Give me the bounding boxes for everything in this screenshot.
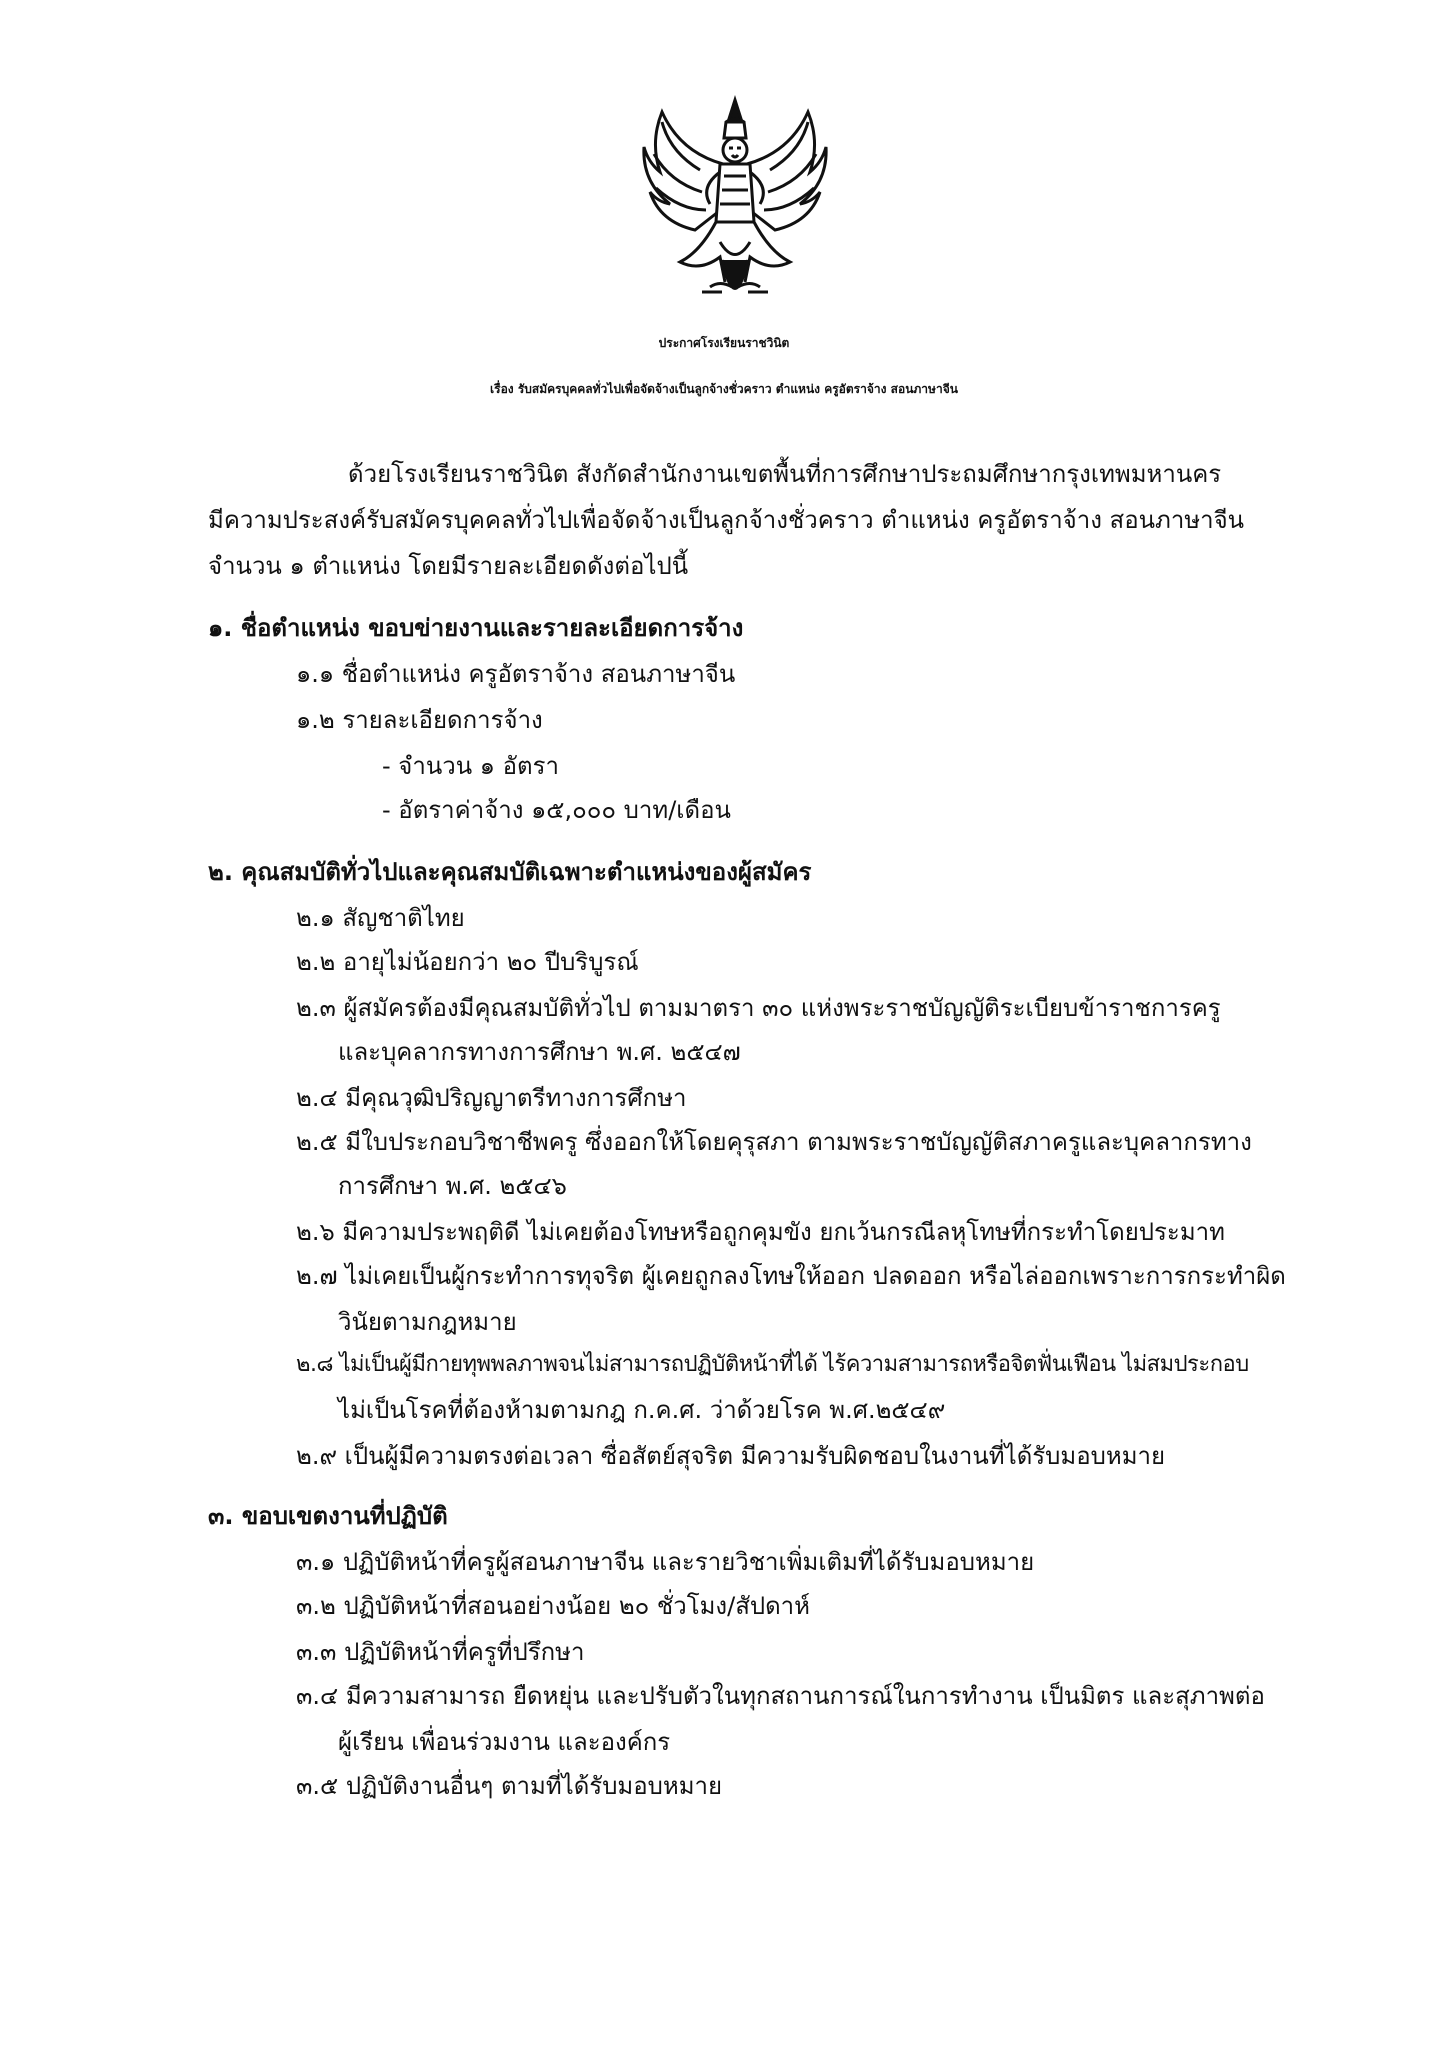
section-3-item-3: ๓.๓ ปฏิบัติหน้าที่ครูที่ปรึกษา [296, 1638, 585, 1666]
section-1-detail-2: - อัตราค่าจ้าง ๑๕,๐๐๐ บาท/เดือน [382, 796, 731, 824]
intro-line-3: จำนวน ๑ ตำแหน่ง โดยมีรายละเอียดดังต่อไปนี้ [208, 552, 689, 580]
section-2-item-8: ๒.๘ ไม่เป็นผู้มีกายทุพพลภาพจนไม่สามารถปฏิบัติหน้าที่ได้ ไร้ความสามารถหรือจิตฟั่นเฟือน ไม่สมประกอบ [296, 1352, 1249, 1377]
section-2-item-3-cont: และบุคลากรทางการศึกษา พ.ศ. ๒๕๔๗ [338, 1038, 741, 1066]
section-3-item-2: ๓.๒ ปฏิบัติหน้าที่สอนอย่างน้อย ๒๐ ชั่วโมง/สัปดาห์ [296, 1592, 810, 1620]
section-2-item-1: ๒.๑ สัญชาติไทย [296, 904, 465, 932]
section-2-item-7-cont: วินัยตามกฎหมาย [338, 1308, 517, 1336]
garuda-emblem-icon [640, 92, 830, 322]
page-title: ประกาศโรงเรียนราชวินิต [658, 336, 790, 350]
section-2-item-6: ๒.๖ มีความประพฤติดี ไม่เคยต้องโทษหรือถูกคุมขัง ยกเว้นกรณีลหุโทษที่กระทำโดยประมาท [296, 1218, 1225, 1246]
section-1-heading: ๑. ชื่อตำแหน่ง ขอบข่ายงานและรายละเอียดการจ้าง [208, 614, 744, 642]
section-3-item-5: ๓.๕ ปฏิบัติงานอื่นๆ ตามที่ได้รับมอบหมาย [296, 1772, 723, 1800]
section-2-heading: ๒. คุณสมบัติทั่วไปและคุณสมบัติเฉพาะตำแหน่งของผู้สมัคร [208, 858, 812, 886]
section-2-item-3: ๒.๓ ผู้สมัครต้องมีคุณสมบัติทั่วไป ตามมาตรา ๓๐ แห่งพระราชบัญญัติระเบียบข้าราชการครู [296, 994, 1221, 1022]
section-1-detail-1: - จำนวน ๑ อัตรา [382, 752, 559, 780]
section-2-item-7: ๒.๗ ไม่เคยเป็นผู้กระทำการทุจริต ผู้เคยถูกลงโทษให้ออก ปลดออก หรือไล่ออกเพราะการกระทำผิด [296, 1262, 1286, 1290]
section-1-item-2: ๑.๒ รายละเอียดการจ้าง [296, 706, 543, 734]
intro-line-1: ด้วยโรงเรียนราชวินิต สังกัดสำนักงานเขตพื้นที่การศึกษาประถมศึกษากรุงเทพมหานคร [348, 460, 1222, 488]
page-subject: เรื่อง รับสมัครบุคคลทั่วไปเพื่อจัดจ้างเป็นลูกจ้างชั่วคราว ตำแหน่ง ครูอัตราจ้าง สอนภาษาจีน [490, 382, 958, 396]
section-2-item-5: ๒.๕ มีใบประกอบวิชาชีพครู ซึ่งออกให้โดยคุรุสภา ตามพระราชบัญญัติสภาครูและบุคลากรทาง [296, 1128, 1252, 1156]
section-2-item-5-cont: การศึกษา พ.ศ. ๒๕๔๖ [338, 1172, 567, 1200]
section-3-item-1: ๓.๑ ปฏิบัติหน้าที่ครูผู้สอนภาษาจีน และรายวิชาเพิ่มเติมที่ได้รับมอบหมาย [296, 1548, 1035, 1576]
section-2-item-8-cont: ไม่เป็นโรคที่ต้องห้ามตามกฎ ก.ค.ศ. ว่าด้วยโรค พ.ศ.๒๕๔๙ [338, 1396, 946, 1424]
section-3-heading: ๓. ขอบเขตงานที่ปฏิบัติ [208, 1502, 448, 1530]
section-3-item-4: ๓.๔ มีความสามารถ ยืดหยุ่น และปรับตัวในทุกสถานการณ์ในการทำงาน เป็นมิตร และสุภาพต่อ [296, 1682, 1265, 1710]
section-2-item-2: ๒.๒ อายุไม่น้อยกว่า ๒๐ ปีบริบูรณ์ [296, 948, 639, 976]
section-1-item-1: ๑.๑ ชื่อตำแหน่ง ครูอัตราจ้าง สอนภาษาจีน [296, 660, 736, 688]
section-2-item-4: ๒.๔ มีคุณวุฒิปริญญาตรีทางการศึกษา [296, 1084, 687, 1112]
section-3-item-4-cont: ผู้เรียน เพื่อนร่วมงาน และองค์กร [338, 1728, 671, 1756]
intro-line-2: มีความประสงค์รับสมัครบุคคลทั่วไปเพื่อจัดจ้างเป็นลูกจ้างชั่วคราว ตำแหน่ง ครูอัตราจ้าง สอนภาษาจีน [208, 506, 1245, 534]
section-2-item-9: ๒.๙ เป็นผู้มีความตรงต่อเวลา ซื่อสัตย์สุจริต มีความรับผิดชอบในงานที่ได้รับมอบหมาย [296, 1442, 1166, 1470]
